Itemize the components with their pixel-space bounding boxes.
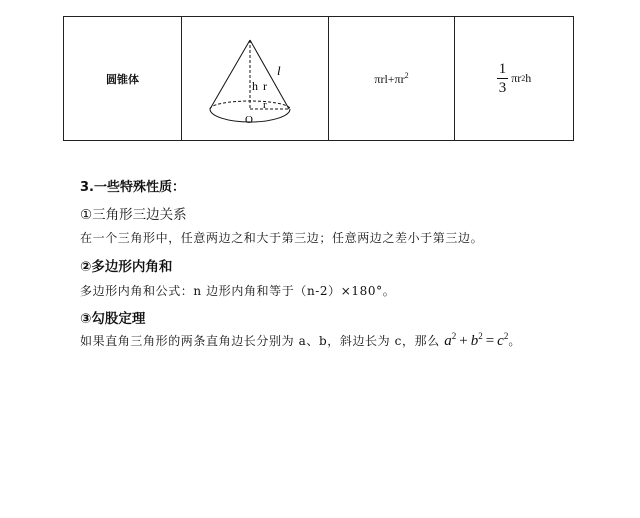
radius-label-base: r bbox=[263, 99, 267, 111]
pythagorean-equation: $a^2 + b^2 = c^2$ bbox=[444, 331, 509, 349]
surface-area-formula: $\pi rl+\pi r^2$ bbox=[374, 70, 409, 86]
center-label: O bbox=[245, 114, 253, 126]
surface-area-cell bbox=[329, 17, 455, 140]
item3-title: ③勾股定理 bbox=[80, 311, 146, 327]
solids-table bbox=[63, 16, 574, 141]
fraction: $\frac{1}{3}$ bbox=[498, 61, 507, 96]
item1-text: 在一个三角形中，任意两边之和大于第三边；任意两边之差小于第三边。 bbox=[80, 231, 484, 245]
radius-label-top: r bbox=[263, 79, 267, 93]
shape-name-cell bbox=[64, 17, 182, 140]
section-heading: 3.一些特殊性质： bbox=[80, 180, 185, 195]
item3-line: 如果直角三角形的两条直角边长分别为 a、b，斜边长为 c，那么 $a^2 + b^2 = c^2$。 bbox=[80, 331, 521, 349]
shape-name: 圆锥体 bbox=[106, 72, 139, 86]
volume-cell bbox=[455, 17, 573, 140]
volume-formula: $\frac{1}{3}$ πr 2 h bbox=[498, 61, 532, 96]
shape-figure-cell bbox=[182, 17, 329, 140]
item3-text: 如果直角三角形的两条直角边长分别为 a、b，斜边长为 c，那么 bbox=[80, 334, 440, 348]
slant-label: l bbox=[277, 63, 281, 78]
height-label: h bbox=[252, 79, 258, 93]
cone-figure bbox=[182, 17, 329, 142]
item1-title: ①三角形三边关系 bbox=[80, 207, 187, 223]
item2-text: 多边形内角和公式：n 边形内角和等于（n-2）×180°。 bbox=[80, 284, 396, 298]
item2-title: ②多边形内角和 bbox=[80, 259, 173, 275]
